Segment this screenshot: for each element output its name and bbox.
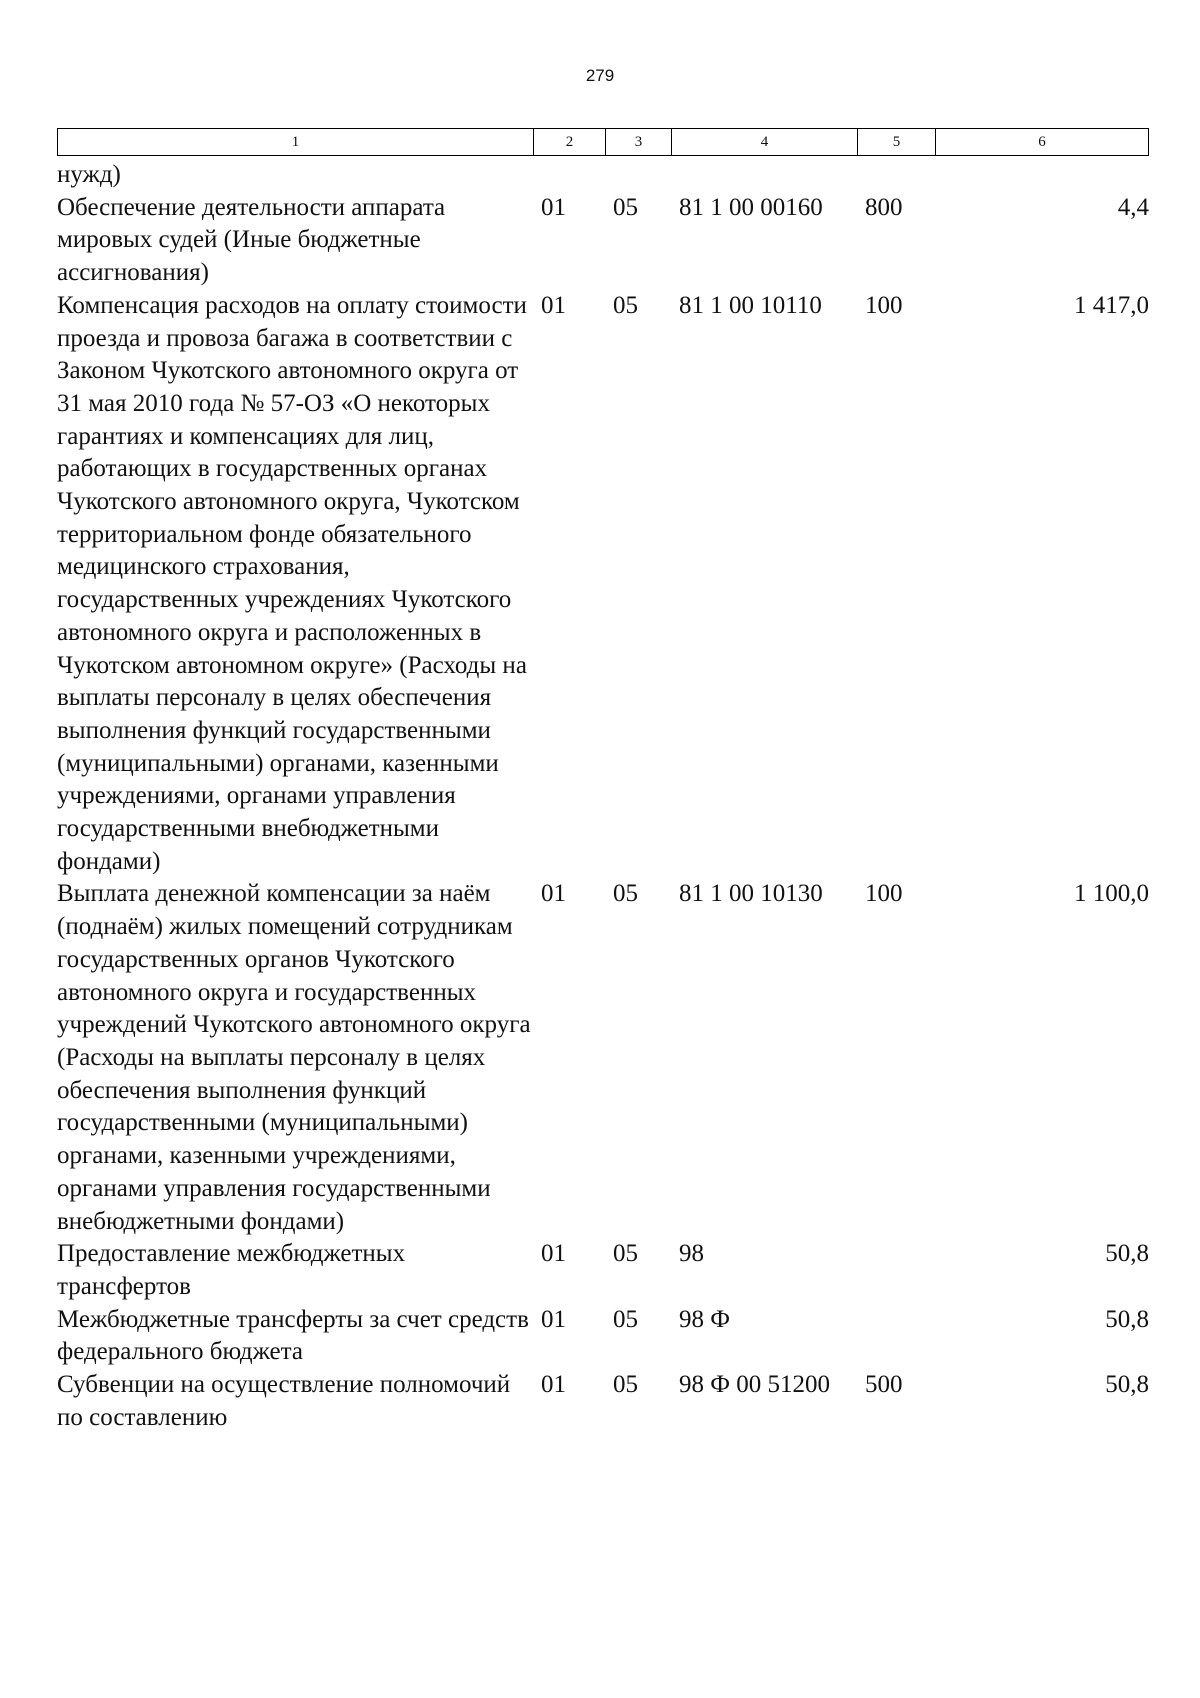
row-code <box>679 159 865 192</box>
column-header-4: 4 <box>672 129 858 156</box>
row-section: 01 <box>541 291 566 319</box>
row-code: 81 1 00 10110 <box>679 291 822 319</box>
row-code: 81 1 00 00160 <box>679 193 823 221</box>
column-header-3: 3 <box>606 129 672 156</box>
column-header-1: 1 <box>58 129 534 156</box>
table-row <box>57 1304 1149 1369</box>
row-section: 01 <box>541 1305 566 1333</box>
row-type <box>865 1304 955 1369</box>
row-subsection: 05 <box>613 1305 638 1333</box>
row-amount: 4,4 <box>1117 193 1149 221</box>
column-header-5: 5 <box>858 129 936 156</box>
row-subsection: 05 <box>613 880 638 908</box>
row-name: Предоставление межбюджетных трансфертов <box>57 1240 406 1300</box>
table-row <box>57 1369 1149 1434</box>
table-row <box>57 1238 1149 1303</box>
table-row <box>57 878 1149 1238</box>
row-code: 98 Ф 00 51200 <box>679 1371 831 1399</box>
column-header-row <box>58 129 1149 156</box>
row-subsection: 05 <box>613 291 638 319</box>
row-section <box>541 159 613 192</box>
row-type: 100 <box>865 880 903 908</box>
budget-table-body <box>57 159 1149 1434</box>
row-type: 500 <box>865 1371 903 1399</box>
row-name: Межбюджетные трансферты за счет средств федерального бюджета <box>57 1305 529 1366</box>
column-header-table <box>57 128 1149 156</box>
row-name: Компенсация расходов на оплату стоимости проезда и провоза багажа в соответствии с Законом Чукотского автономного округа от 31 мая 2010 года № 57-ОЗ «О некоторых гарантиях и компенсациях для лиц, работающих в государственных органах Чукотского автономного округа, Чукотском территориальном фонде обязательного медицинского страхования, государственных учреждениях Чукотского автономного округа и расположенных в Чукотском автономном округе» (Расходы на выплаты персоналу в целях обеспечения выполнения функций государственными (муниципальными) органами, казенными учреждениями, органами управления государственными внебюджетными фондами) <box>57 291 527 875</box>
row-amount: 50,8 <box>1105 1305 1149 1333</box>
row-type: 800 <box>865 193 903 221</box>
row-amount: 1 417,0 <box>1074 291 1149 319</box>
row-section: 01 <box>541 193 566 221</box>
row-subsection: 05 <box>613 1371 638 1399</box>
row-amount: 1 100,0 <box>1074 880 1149 908</box>
table-row <box>57 159 1149 192</box>
row-amount <box>955 159 1149 192</box>
table-row <box>57 290 1149 879</box>
row-subsection: 05 <box>613 1240 638 1268</box>
row-name: Субвенции на осуществление полномочий по составлению <box>57 1371 511 1431</box>
row-type: 100 <box>865 291 903 319</box>
row-code: 81 1 00 10130 <box>679 880 823 908</box>
row-name: Обеспечение деятельности аппарата мировых судей (Иные бюджетные ассигнования) <box>57 193 446 287</box>
row-subsection <box>613 159 679 192</box>
row-type <box>865 159 955 192</box>
page-number: 279 <box>585 66 615 85</box>
row-type <box>865 1238 955 1303</box>
row-amount: 50,8 <box>1105 1240 1149 1268</box>
row-name: нужд) <box>57 161 121 188</box>
row-amount: 50,8 <box>1105 1371 1149 1399</box>
row-code: 98 <box>679 1240 704 1268</box>
row-name: Выплата денежной компенсации за наём (поднаём) жилых помещений сотрудникам государственных органов Чукотского автономного округа и государственных учреждений Чукотского автономного округа (Расходы на выплаты персоналу в целях обеспечения выполнения функций государственными (муниципальными) органами, казенными учреждениями, органами управления государственными внебюджетными фондами) <box>57 880 531 1235</box>
row-code: 98 Ф <box>679 1305 731 1333</box>
row-section: 01 <box>541 1240 566 1268</box>
row-section: 01 <box>541 880 566 908</box>
row-subsection: 05 <box>613 193 638 221</box>
column-header-6: 6 <box>936 129 1149 156</box>
table-row <box>57 192 1149 290</box>
row-section: 01 <box>541 1371 566 1399</box>
column-header-2: 2 <box>534 129 606 156</box>
